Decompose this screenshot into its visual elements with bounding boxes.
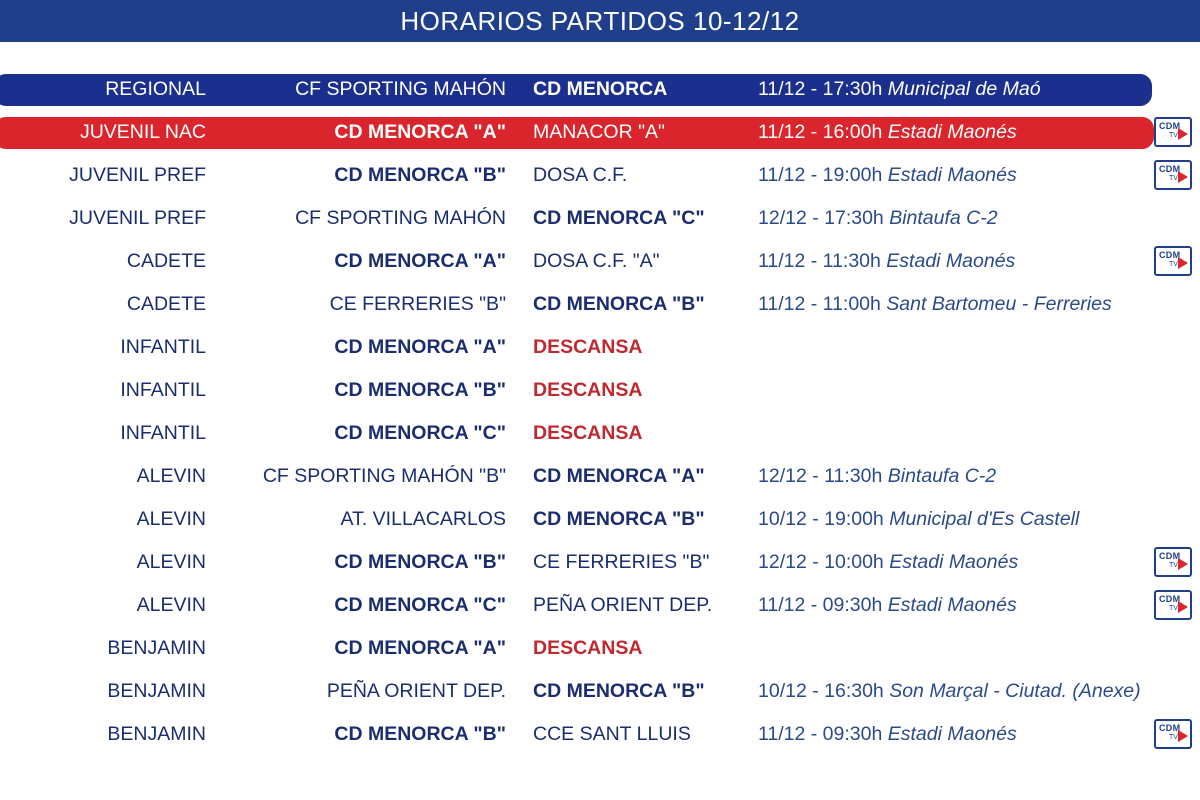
schedule — [758, 465, 996, 488]
match-datetime: 11/12 - 17:30h — [758, 78, 883, 100]
schedule — [758, 250, 1015, 273]
cdm-tv-label: CDM — [1159, 250, 1181, 260]
match-venue: Estadi Maonés — [887, 723, 1017, 745]
home-team: CD MENORCA "B" — [334, 723, 506, 745]
play-icon — [1178, 730, 1188, 742]
away-team: MANACOR "A" — [533, 121, 665, 143]
category-label: CADETE — [126, 293, 206, 315]
match-row — [0, 330, 1200, 366]
home-team: CD MENORCA "A" — [334, 637, 506, 659]
match-row — [0, 158, 1200, 194]
home-team: CD MENORCA "A" — [334, 250, 506, 272]
cdm-tv-icon[interactable] — [1154, 246, 1192, 276]
away-team: CD MENORCA "B" — [533, 293, 705, 315]
cdm-tv-label: CDM — [1159, 551, 1181, 561]
match-row — [0, 287, 1200, 323]
away-team: PEÑA ORIENT DEP. — [533, 594, 713, 616]
match-row — [0, 416, 1200, 452]
category-label: JUVENIL PREF — [69, 164, 206, 186]
match-datetime: 11/12 - 11:30h — [758, 250, 881, 272]
play-icon — [1178, 128, 1188, 140]
home-team: CF SPORTING MAHÓN — [295, 78, 506, 100]
schedule — [758, 680, 1141, 703]
home-team: CD MENORCA "A" — [334, 336, 506, 358]
home-team: CD MENORCA "C" — [334, 422, 506, 444]
home-team: CF SPORTING MAHÓN "B" — [262, 465, 506, 487]
category-label: REGIONAL — [105, 78, 206, 100]
match-venue: Sant Bartomeu - Ferreries — [886, 293, 1112, 315]
home-team: CD MENORCA "C" — [334, 594, 506, 616]
match-row — [0, 201, 1200, 237]
rest-label: DESCANSA — [533, 379, 643, 401]
home-team: CF SPORTING MAHÓN — [295, 207, 506, 229]
schedule — [758, 508, 1079, 531]
page-title: HORARIOS PARTIDOS 10-12/12 — [400, 6, 800, 36]
match-datetime: 11/12 - 11:00h — [758, 293, 881, 315]
away-team: DOSA C.F. "A" — [533, 250, 660, 272]
category-label: ALEVIN — [136, 508, 206, 530]
match-row — [0, 502, 1200, 538]
home-team: CD MENORCA "B" — [334, 164, 506, 186]
cdm-tv-icon[interactable] — [1154, 117, 1192, 147]
cdm-tv-label: CDM — [1159, 164, 1181, 174]
schedule — [758, 207, 998, 230]
match-row — [0, 373, 1200, 409]
match-datetime: 11/12 - 09:30h — [758, 594, 883, 616]
rest-label: DESCANSA — [533, 422, 643, 444]
match-datetime: 12/12 - 10:00h — [758, 551, 884, 573]
category-label: BENJAMIN — [107, 723, 206, 745]
away-team: DOSA C.F. — [533, 164, 628, 186]
match-venue: Estadi Maonés — [887, 121, 1017, 143]
category-label: INFANTIL — [120, 379, 206, 401]
match-row — [0, 588, 1200, 624]
cdm-tv-sublabel: TV — [1169, 175, 1178, 182]
match-venue: Municipal d'Es Castell — [889, 508, 1080, 530]
play-icon — [1178, 558, 1188, 570]
rest-label: DESCANSA — [533, 336, 643, 358]
schedule — [758, 293, 1112, 316]
cdm-tv-label: CDM — [1159, 723, 1181, 733]
cdm-tv-icon[interactable] — [1154, 547, 1192, 577]
cdm-tv-sublabel: TV — [1169, 605, 1178, 612]
category-label: ALEVIN — [136, 594, 206, 616]
schedule — [758, 164, 1017, 187]
match-venue: Estadi Maonés — [886, 250, 1016, 272]
schedule — [758, 551, 1018, 574]
away-team: CD MENORCA — [533, 78, 668, 100]
cdm-tv-icon[interactable] — [1154, 590, 1192, 620]
cdm-tv-label: CDM — [1159, 594, 1181, 604]
match-row — [0, 459, 1200, 495]
away-team: CD MENORCA "B" — [533, 508, 705, 530]
match-row — [0, 631, 1200, 667]
match-venue: Estadi Maonés — [889, 551, 1019, 573]
match-row — [0, 72, 1200, 108]
play-icon — [1178, 257, 1188, 269]
match-venue: Municipal de Maó — [887, 78, 1041, 100]
cdm-tv-sublabel: TV — [1169, 562, 1178, 569]
match-venue: Bintaufa C-2 — [889, 207, 998, 229]
play-icon — [1178, 601, 1188, 613]
schedule — [758, 121, 1017, 144]
home-team: AT. VILLACARLOS — [340, 508, 506, 530]
play-icon — [1178, 171, 1188, 183]
cdm-tv-icon[interactable] — [1154, 160, 1192, 190]
away-team: CD MENORCA "C" — [533, 207, 705, 229]
cdm-tv-sublabel: TV — [1169, 734, 1178, 741]
category-label: INFANTIL — [120, 422, 206, 444]
home-team: CD MENORCA "A" — [334, 121, 506, 143]
schedule — [758, 78, 1041, 101]
category-label: INFANTIL — [120, 336, 206, 358]
category-label: BENJAMIN — [107, 680, 206, 702]
schedule — [758, 723, 1017, 746]
match-venue: Estadi Maonés — [887, 164, 1017, 186]
match-datetime: 10/12 - 19:00h — [758, 508, 884, 530]
match-venue: Estadi Maonés — [887, 594, 1017, 616]
match-datetime: 11/12 - 16:00h — [758, 121, 883, 143]
match-row — [0, 717, 1200, 753]
match-datetime: 10/12 - 16:30h — [758, 680, 884, 702]
away-team: CE FERRERIES "B" — [533, 551, 710, 573]
category-label: JUVENIL PREF — [69, 207, 206, 229]
schedule — [758, 594, 1017, 617]
match-datetime: 12/12 - 17:30h — [758, 207, 884, 229]
match-datetime: 11/12 - 19:00h — [758, 164, 883, 186]
rest-label: DESCANSA — [533, 637, 643, 659]
match-datetime: 11/12 - 09:30h — [758, 723, 883, 745]
away-team: CCE SANT LLUIS — [533, 723, 691, 745]
match-row — [0, 244, 1200, 280]
category-label: CADETE — [126, 250, 206, 272]
cdm-tv-sublabel: TV — [1169, 132, 1178, 139]
match-datetime: 12/12 - 11:30h — [758, 465, 883, 487]
home-team: CE FERRERIES "B" — [329, 293, 506, 315]
match-row — [0, 115, 1200, 151]
home-team: CD MENORCA "B" — [334, 551, 506, 573]
category-label: ALEVIN — [136, 465, 206, 487]
away-team: CD MENORCA "B" — [533, 680, 705, 702]
cdm-tv-sublabel: TV — [1169, 261, 1178, 268]
category-label: BENJAMIN — [107, 637, 206, 659]
cdm-tv-label: CDM — [1159, 121, 1181, 131]
away-team: CD MENORCA "A" — [533, 465, 705, 487]
page-header — [0, 0, 1200, 42]
match-venue: Son Marçal - Ciutad. (Anexe) — [889, 680, 1141, 702]
match-venue: Bintaufa C-2 — [887, 465, 997, 487]
category-label: JUVENIL NAC — [79, 121, 206, 143]
home-team: PEÑA ORIENT DEP. — [326, 680, 506, 702]
home-team: CD MENORCA "B" — [334, 379, 506, 401]
match-row — [0, 545, 1200, 581]
match-row — [0, 674, 1200, 710]
cdm-tv-icon[interactable] — [1154, 719, 1192, 749]
category-label: ALEVIN — [136, 551, 206, 573]
